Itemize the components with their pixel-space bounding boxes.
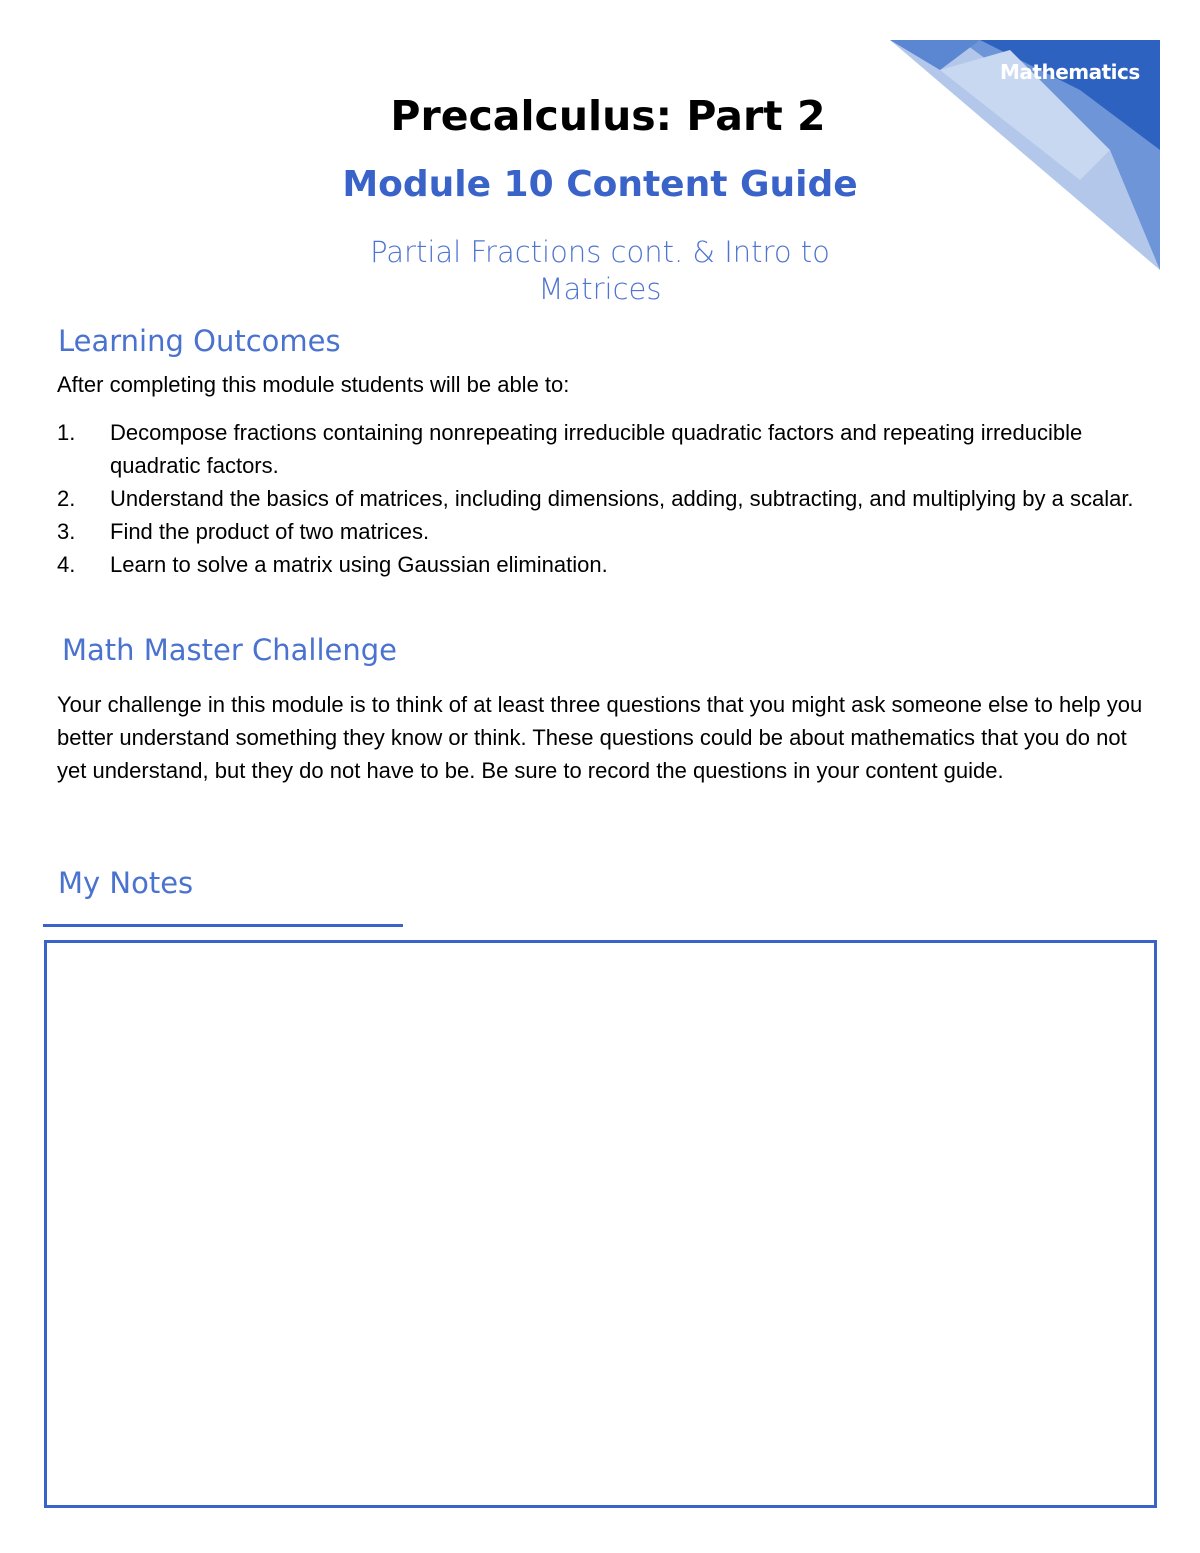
list-item [57,515,1137,548]
module-subtitle [340,234,860,308]
page-title: Precalculus: Part 2 [390,92,826,140]
challenge-text: Your challenge in this module is to think of at least three questions that you might ask someone else to help you better understand something they know or think. These questions could be about mathematics that you do not yet understand, but they do not have to be. Be sure to record the questions in your content guide. [57,692,1143,783]
list-item-text: Understand the basics of matrices, including dimensions, adding, subtracting, and multiplying by a scalar. [110,486,1134,511]
list-item [57,416,1137,482]
list-item-text: Decompose fractions containing nonrepeating irreducible quadratic factors and repeating irreducible quadratic factors. [110,420,1083,478]
list-item-number: 1. [57,420,76,445]
module-title: Module 10 Content Guide [342,164,858,205]
list-item-number: 4. [57,552,76,577]
learning-outcomes-list [57,416,1137,581]
list-item [57,482,1137,515]
learning-outcomes-heading: Learning Outcomes [58,324,341,358]
list-item-number: 2. [57,486,76,511]
challenge-heading: Math Master Challenge [62,633,398,667]
list-item-text: Learn to solve a matrix using Gaussian elimination. [110,552,608,577]
module-subtitle-line-1: Partial Fractions cont. & Intro to [370,235,830,269]
subject-label: Mathematics [1000,60,1140,84]
my-notes-heading: My Notes [58,866,194,900]
my-notes-underline [43,924,403,927]
module-subtitle-line-2: Matrices [538,272,662,306]
list-item-number: 3. [57,519,76,544]
notes-box[interactable] [44,940,1157,1508]
list-item [57,548,1137,581]
learning-outcomes-intro: After completing this module students will be able to: [57,372,570,397]
list-item-text: Find the product of two matrices. [110,519,430,544]
